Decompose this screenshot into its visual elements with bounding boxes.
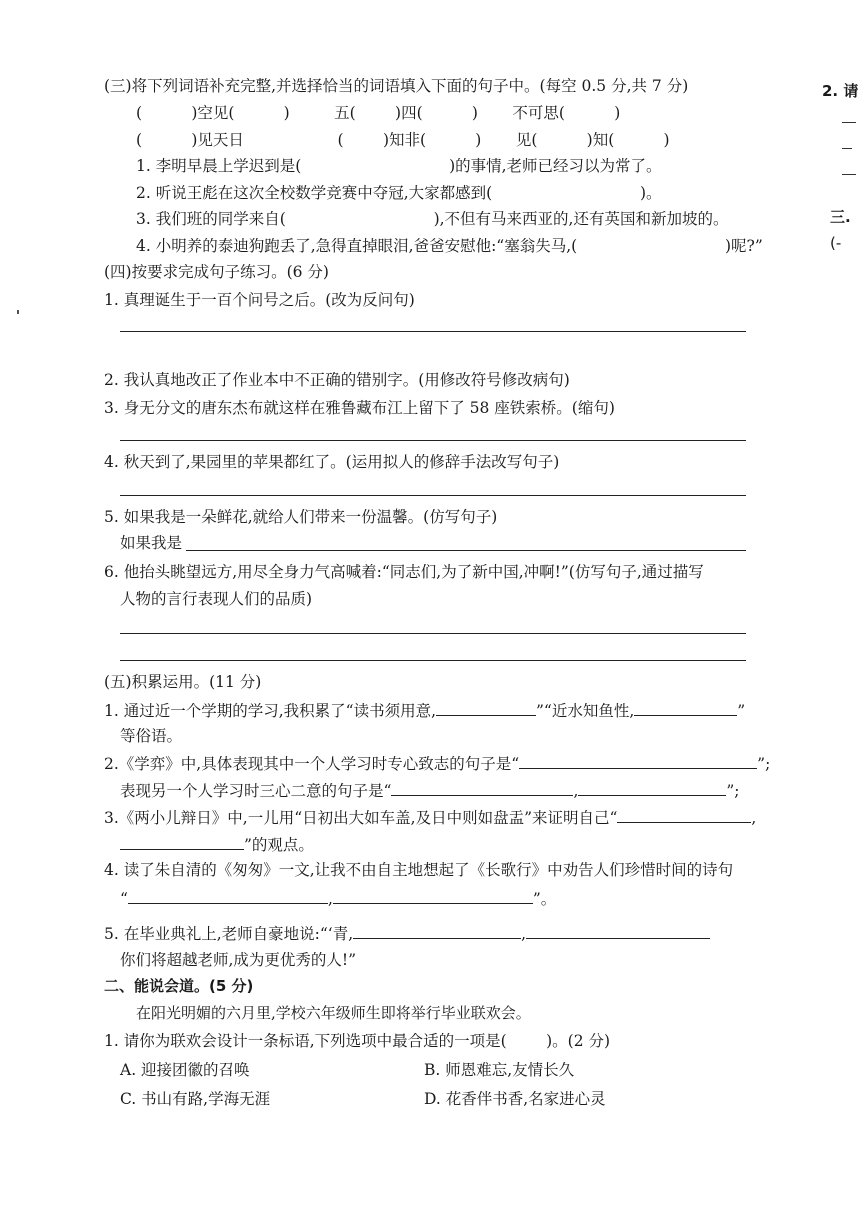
side-dash: [842, 174, 856, 175]
side-dash: [842, 122, 856, 123]
q2-text-e: ”;: [726, 782, 740, 800]
section-5-question-3: [104, 806, 756, 828]
section-3-word-row-2: ( )见天日 ( )知非( ) 见( )知( ): [136, 131, 670, 149]
side-fragment-bottom: (-: [830, 234, 842, 252]
section-3-word-row-1: ( )空见( ) 五( )四( ) 不可思( ): [136, 104, 621, 122]
answer-line[interactable]: [120, 331, 746, 332]
section-5-question-5-line-2: 你们将超越老师,成为更优秀的人!”: [120, 951, 357, 969]
section-4-question-5: 5. 如果我是一朵鲜花,就给人们带来一份温馨。(仿写句子): [104, 508, 498, 526]
q1-text-a: 1. 通过近一个学期的学习,我积累了“读书须用意,: [104, 702, 436, 720]
blank[interactable]: [120, 833, 244, 850]
section-5-header: (五)积累运用。(11 分): [104, 673, 262, 691]
section-4-question-6-line-2: 人物的言行表现人们的品质): [120, 590, 313, 608]
answer-line[interactable]: [120, 633, 746, 634]
blank[interactable]: [353, 922, 521, 939]
section-5-question-2: [104, 752, 770, 774]
q5-text-a: 5. 在毕业典礼上,老师自豪地说:“‘青,: [104, 925, 354, 943]
blank[interactable]: [578, 779, 726, 796]
blank[interactable]: [436, 699, 536, 716]
section-4-question-5-prefix: 如果我是: [120, 534, 183, 552]
section-5-question-3-line-2: [120, 833, 314, 855]
section-4-question-1: 1. 真理诞生于一百个问号之后。(改为反问句): [104, 291, 415, 309]
option-b[interactable]: B. 师恩难忘,友情长久: [424, 1061, 575, 1079]
section-5-question-1: [104, 699, 745, 721]
section-3-question-2: 2. 听说王彪在这次全校数学竞赛中夺冠,大家都感到( )。: [136, 184, 662, 202]
section-2-intro: 在阳光明媚的六月里,学校六年级师生即将举行毕业联欢会。: [136, 1004, 531, 1022]
section-4-header: (四)按要求完成句子练习。(6 分): [104, 263, 329, 281]
answer-line[interactable]: [120, 495, 746, 496]
answer-line[interactable]: [120, 440, 746, 441]
section-4-question-6-line-1: 6. 他抬头眺望远方,用尽全身力气高喊着:“同志们,为了新中国,冲啊!”(仿写句子,通过描写: [104, 563, 704, 581]
section-4-question-4: 4. 秋天到了,果园里的苹果都红了。(运用拟人的修辞手法改写句子): [104, 453, 560, 471]
blank[interactable]: [128, 887, 328, 904]
section-4-question-2: 2. 我认真地改正了作业本中不正确的错别字。(用修改符号修改病句): [104, 371, 570, 389]
margin-mark: [17, 310, 19, 314]
q1-text-c: ”: [737, 702, 746, 720]
section-3-header: (三)将下列词语补充完整,并选择恰当的词语填入下面的句子中。(每空 0.5 分,共 7 分): [104, 77, 689, 95]
blank[interactable]: [634, 699, 737, 716]
q4-text-b: “: [120, 890, 128, 908]
q2-text-c: 表现另一个人学习时三心二意的句子是“: [120, 782, 392, 800]
section-3-question-1: 1. 李明早晨上学迟到是( )的事情,老师已经习以为常了。: [136, 157, 662, 175]
q1-text-b: ”“近水知鱼性,: [536, 702, 635, 720]
section-4-question-3: 3. 身无分文的唐东杰布就这样在雅鲁藏布江上留下了 58 座铁索桥。(缩句): [104, 399, 615, 417]
option-c[interactable]: C. 书山有路,学海无涯: [120, 1090, 271, 1108]
blank[interactable]: [526, 922, 710, 939]
q2-text-a: 2.《学弈》中,具体表现其中一个人学习时专心致志的句子是“: [104, 755, 520, 773]
q3-text-a: 3.《两小儿辩日》中,一儿用“日初出大如车盖,及日中则如盘盂”来证明自己“: [104, 809, 618, 827]
section-5-question-2-line-2: [120, 779, 740, 801]
answer-line[interactable]: [120, 660, 746, 661]
side-fragment-mid: 三.: [830, 208, 851, 226]
q2-text-b: ”;: [757, 755, 771, 773]
q3-text-c: ”的观点。: [244, 836, 314, 854]
side-dash: [842, 148, 852, 149]
answer-line[interactable]: [186, 550, 746, 551]
section-3-question-4: 4. 小明养的泰迪狗跑丢了,急得直掉眼泪,爸爸安慰他:“塞翁失马,( )呢?”: [136, 237, 763, 255]
section-5-question-4-line-2: [120, 887, 556, 909]
q4-text-d: ”。: [532, 890, 557, 908]
section-5-question-5: [104, 922, 710, 944]
section-5-question-1-tail: 等俗语。: [120, 727, 183, 745]
blank[interactable]: [617, 806, 751, 823]
blank[interactable]: [519, 752, 757, 769]
q5-text-b: ,: [521, 925, 527, 943]
section-2-header: 二、能说会道。(5 分): [104, 977, 254, 995]
q4-text-c: ,: [327, 890, 333, 908]
option-a[interactable]: A. 迎接团徽的召唤: [120, 1061, 250, 1079]
q2-text-d: ,: [573, 782, 579, 800]
side-fragment-top: 2. 请: [822, 82, 859, 100]
blank[interactable]: [333, 887, 533, 904]
section-2-question-1: 1. 请你为联欢会设计一条标语,下列选项中最合适的一项是( )。(2 分): [104, 1032, 611, 1050]
section-3-question-3: 3. 我们班的同学来自( ),不但有马来西亚的,还有英国和新加坡的。: [136, 210, 729, 228]
blank[interactable]: [391, 779, 573, 796]
q3-text-b: ,: [751, 809, 757, 827]
section-5-question-4: 4. 读了朱自清的《匆匆》一文,让我不由自主地想起了《长歌行》中劝告人们珍惜时间的诗句: [104, 861, 734, 879]
option-d[interactable]: D. 花香伴书香,名家进心灵: [424, 1090, 606, 1108]
